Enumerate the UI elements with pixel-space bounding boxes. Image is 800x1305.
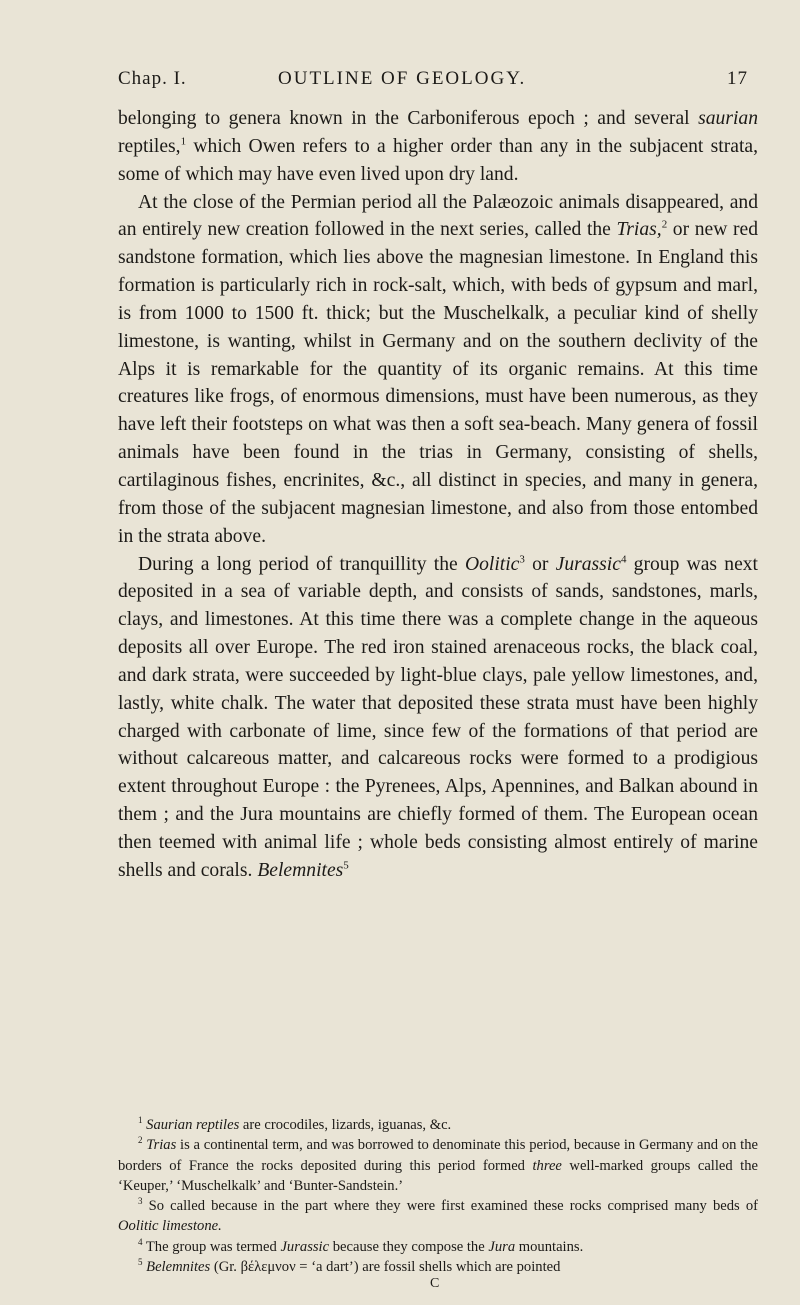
footnote-2	[118, 1135, 758, 1196]
footnote-term: Saurian reptiles	[146, 1117, 240, 1133]
text-run: During a long period of tranquillity the	[138, 553, 465, 575]
footnote-3	[118, 1196, 758, 1237]
italic-term: Belemnites	[257, 859, 344, 881]
footnote-number: 4	[138, 1236, 143, 1247]
footnote-5	[118, 1257, 758, 1277]
signature-mark: C	[430, 1276, 440, 1291]
text-run: reptiles,	[118, 135, 181, 157]
paragraph-1	[118, 105, 758, 189]
chapter-label: Chap. I.	[118, 68, 187, 89]
footnote-ref: 2	[661, 218, 668, 231]
footnote-ref: 3	[519, 552, 525, 565]
footnote-number: 1	[138, 1115, 143, 1126]
text-run: belonging to genera known in the Carboniferous epoch ; and several	[118, 108, 699, 129]
footnote-term: Trias	[146, 1137, 177, 1154]
text-run: or new red sandstone formation, which lies above the magnesian limestone. In England this formation is particularly rich in rock-salt, which, with beds of gypsum and marl, is from 1000 to 1500 ft. thick; but the Muschelkalk, a peculiar kind of shelly limestone, is wanting, whilst in Germany and on the southern declivity of the Alps it is remarkable for the quantity of its organic remains. At this time creatures like frogs, of enormous dimensions, must have been numerous, as they have left their footsteps on what was then a soft sea-beach. Many genera of fossil animals have been found in the trias in Germany, consisting of shells, cartilaginous fishes, encrinites, &c., all distinct in species, and many in genera, from those of the subjacent magnesian limestone, and also from those entombed in the strata above.	[118, 219, 758, 547]
italic-term: Jurassic	[555, 553, 621, 575]
footnote-text: is a continental term, and was borrowed to denominate this period, because in Germany and on the borders of France the rocks deposited during this period formed	[118, 1137, 758, 1174]
italic-term: saurian	[698, 108, 758, 129]
paragraph-2	[118, 189, 758, 551]
main-text	[118, 105, 758, 885]
running-header	[118, 68, 748, 98]
footnote-text: because they compose the	[329, 1238, 489, 1255]
footnote-text: well-marked groups called the ‘Keuper,’ ‘Muschelkalk’ and ‘Bunter-Sandstein.’	[118, 1157, 758, 1194]
footnote-text: are crocodiles, lizards, iguanas, &c.	[239, 1117, 452, 1133]
footnote-text: The group was termed	[142, 1238, 281, 1255]
footnote-text: (Gr. βέλεμνον = ‘a dart’) are fossil shells which are pointed	[210, 1259, 561, 1276]
footnote-4	[118, 1237, 758, 1257]
footnote-1	[118, 1115, 758, 1135]
footnote-emphasis: Jura	[488, 1238, 516, 1255]
italic-term: Trias,	[616, 219, 662, 241]
footnote-number: 3	[138, 1196, 143, 1207]
paragraph-3	[118, 551, 758, 885]
page-number: 17	[727, 68, 748, 89]
footnote-emphasis: three	[532, 1157, 562, 1174]
text-run: which Owen refers to a higher order than any in the subjacent strata, some of which may have even lived upon dry land.	[118, 135, 758, 185]
italic-term: Oolitic	[464, 553, 520, 575]
text-run: group was next deposited in a sea of variable depth, and consists of sands, sandstones, marls, clays, and limestones. At this time there was a complete change in the aqueous deposits all over Europe. The red iron stained arenaceous rocks, the black coal, and dark strata, were succeeded by light-blue clays, pale yellow limestones, and, lastly, white chalk. The water that deposited these strata must have been highly charged with carbonate of lime, since few of the formations of that period are without calcareous matter, and calcareous rocks were formed to a prodigious extent throughout Europe : the Pyrenees, Alps, Apennines, and Balkan abound in them ; and the Jura mountains are chiefly formed of them. The European ocean then teemed with animal life ; whole beds consisting almost entirely of marine shells and corals.	[118, 553, 759, 881]
text-run: or	[524, 553, 556, 575]
footnote-term: Belemnites	[146, 1259, 211, 1276]
footnote-text: mountains.	[515, 1238, 584, 1255]
footnote-ref: 1	[180, 135, 187, 148]
text-run: At the close of the Permian period all the Palæozoic animals disappeared, and an entirely new creation followed in the next series, called the	[118, 191, 758, 241]
footnote-number: 5	[138, 1257, 143, 1268]
footnote-number: 2	[138, 1135, 143, 1146]
footnotes	[118, 1115, 758, 1277]
footnote-text: So called because in the part where they were first examined these rocks comprised many beds of	[142, 1198, 758, 1215]
running-title: OUTLINE OF GEOLOGY.	[278, 68, 527, 89]
footnote-ref: 5	[343, 859, 349, 872]
footnote-emphasis: Oolitic limestone.	[118, 1218, 222, 1235]
footnote-ref: 4	[620, 552, 627, 565]
footnote-emphasis: Jurassic	[280, 1238, 330, 1255]
